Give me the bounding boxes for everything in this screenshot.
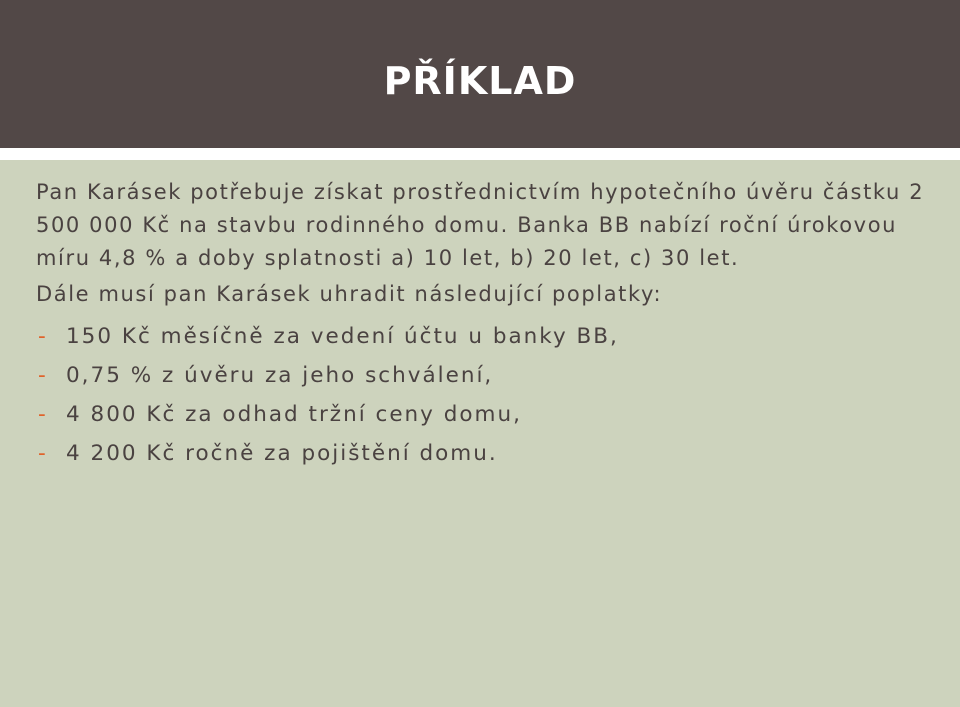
fee-text: 0,75 % z úvěru za jeho schválení, [66, 363, 494, 388]
slide-title: PŘÍKLAD [383, 59, 577, 103]
content-area [0, 160, 960, 707]
intro-paragraph: Pan Karásek potřebuje získat prostřednictvím hypotečního úvěru částku 2 500 000 Kč na stavbu rodinného domu. Banka BB nabízí roční úrokovou míru 4,8 % a doby splatnosti a) 10 let, b) 20 let, c) 30 let. [36, 180, 925, 270]
title-bar [0, 0, 960, 148]
bullet-dash-icon: - [38, 363, 46, 388]
bullet-dash-icon: - [38, 324, 46, 349]
list-item [36, 317, 926, 356]
divider [0, 148, 960, 160]
bullet-dash-icon: - [38, 441, 46, 466]
list-item [36, 434, 926, 473]
fees-heading: Dále musí pan Karásek uhradit následující poplatky: [36, 282, 663, 306]
list-item [36, 395, 926, 434]
bullet-dash-icon: - [38, 402, 46, 427]
list-item [36, 356, 926, 395]
fee-text: 4 200 Kč ročně za pojištění domu. [66, 441, 498, 466]
fee-text: 150 Kč měsíčně za vedení účtu u banky BB, [66, 324, 619, 349]
fees-list [36, 317, 926, 473]
body-text [36, 176, 926, 473]
fee-text: 4 800 Kč za odhad tržní ceny domu, [66, 402, 522, 427]
